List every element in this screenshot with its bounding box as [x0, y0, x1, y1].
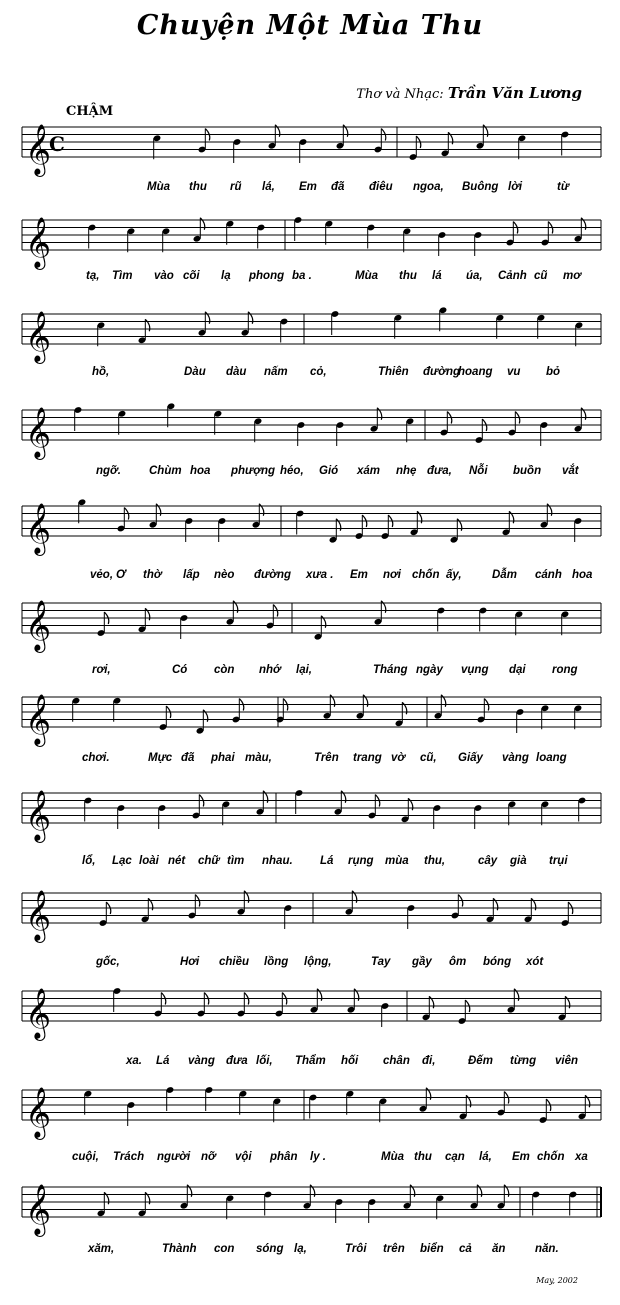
- lyric-syllable: hoang: [458, 366, 493, 378]
- treble-clef-icon: 𝄞: [25, 311, 52, 362]
- lyric-syllable: Mùa: [355, 270, 378, 282]
- song-title: Chuyện Một Mùa Thu: [136, 10, 484, 41]
- lyric-syllable: xa.: [126, 1055, 142, 1067]
- lyric-syllable: năn.: [535, 1243, 559, 1255]
- lyric-syllable: Tìm: [112, 270, 133, 282]
- treble-clef-icon: 𝄞: [25, 890, 52, 941]
- treble-clef-icon: 𝄞: [25, 503, 52, 554]
- lyric-syllable: đường: [423, 366, 461, 378]
- lyric-syllable: Cảnh: [498, 270, 527, 282]
- lyric-syllable: Mùa: [147, 181, 170, 193]
- lyric-syllable: thu: [414, 1151, 432, 1163]
- lyric-syllable: lấp: [183, 569, 200, 581]
- lyric-syllable: loang: [536, 752, 567, 764]
- lyric-syllable: hối: [341, 1055, 359, 1067]
- lyric-syllable: tìm: [227, 855, 245, 867]
- lyric-syllable: Nỗi: [469, 465, 488, 477]
- lyric-syllable: Thiên: [378, 366, 409, 378]
- lyric-syllable: cây: [478, 855, 498, 867]
- lyric-syllable: phai: [211, 752, 235, 764]
- tempo-marking: CHẬM: [66, 104, 114, 119]
- lyric-syllable: trên: [383, 1243, 405, 1255]
- treble-clef-icon: 𝄞: [25, 988, 52, 1039]
- lyric-syllable: con: [214, 1243, 235, 1255]
- treble-clef-icon: 𝄞: [25, 1184, 52, 1235]
- lyric-syllable: vẻo,: [90, 569, 114, 581]
- lyric-syllable: buồn: [513, 465, 542, 477]
- lyric-syllable: ba .: [292, 270, 312, 282]
- lyric-syllable: ngoa,: [413, 181, 444, 193]
- lyric-syllable: Em: [350, 569, 368, 581]
- lyric-syllable: nèo: [214, 569, 235, 581]
- lyric-syllable: Thẩm: [295, 1055, 326, 1067]
- lyric-syllable: mơ: [563, 270, 581, 282]
- lyric-syllable: Ơ: [116, 569, 126, 581]
- lyric-syllable: lạ,: [294, 1243, 307, 1255]
- lyric-syllable: cỏ,: [310, 366, 327, 378]
- treble-clef-icon: 𝄞: [25, 790, 52, 841]
- lyric-syllable: Tháng: [373, 664, 408, 676]
- lyric-syllable: đưa: [226, 1055, 248, 1067]
- lyric-syllable: từ: [557, 181, 570, 193]
- lyric-syllable: Trên: [314, 752, 339, 764]
- lyric-syllable: rong: [552, 664, 578, 676]
- lyric-syllable: phong: [249, 270, 285, 282]
- lyric-syllable: Lá: [320, 855, 334, 867]
- lyric-syllable: chân: [383, 1055, 410, 1067]
- lyric-syllable: vắt: [562, 465, 579, 477]
- treble-clef-icon: 𝄞: [25, 124, 52, 175]
- lyric-syllable: nỡ: [201, 1151, 216, 1163]
- lyric-syllable: Chùm: [149, 465, 182, 477]
- lyric-syllable: nét: [168, 855, 186, 867]
- lyric-syllable: Lạc: [112, 855, 132, 867]
- lyric-syllable: từng: [510, 1055, 537, 1067]
- lyric-syllable: Thành: [162, 1243, 197, 1255]
- lyric-syllable: dại: [509, 664, 526, 676]
- lyric-syllable: cánh: [535, 569, 562, 581]
- lyric-syllable: chốn: [412, 569, 440, 581]
- lyric-syllable: màu,: [245, 752, 272, 764]
- treble-clef-icon: 𝄞: [25, 1087, 52, 1138]
- lyric-syllable: còn: [214, 664, 235, 676]
- composer-name: Trần Văn Lương: [447, 84, 582, 102]
- lyric-syllable: thu: [189, 181, 207, 193]
- lyric-syllable: Trách: [113, 1151, 145, 1163]
- lyric-syllable: lộng,: [304, 956, 332, 968]
- lyric-syllable: lá,: [262, 181, 275, 193]
- lyric-syllable: rụng: [348, 855, 374, 867]
- lyric-syllable: cõi: [183, 270, 200, 282]
- lyric-syllable: Dàu: [184, 366, 206, 378]
- lyric-syllable: nhau.: [262, 855, 293, 867]
- lyric-syllable: hoa: [190, 465, 211, 477]
- lyric-syllable: phân: [270, 1151, 298, 1163]
- lyric-syllable: bóng: [483, 956, 512, 968]
- lyric-syllable: lại,: [296, 664, 312, 676]
- lyric-syllable: rơi,: [92, 664, 111, 676]
- lyric-syllable: nơi: [383, 569, 401, 581]
- credit-label: Thơ và Nhạc:: [356, 87, 444, 102]
- lyric-syllable: cuội,: [72, 1151, 99, 1163]
- lyric-syllable: Lá: [156, 1055, 170, 1067]
- lyric-syllable: mùa: [385, 855, 409, 867]
- treble-clef-icon: 𝄞: [25, 217, 52, 268]
- lyric-syllable: Gió: [319, 465, 339, 477]
- lyric-syllable: hoa: [572, 569, 593, 581]
- lyric-syllable: Trôi: [345, 1243, 367, 1255]
- lyric-syllable: đã: [331, 181, 345, 193]
- lyric-syllable: vàng: [502, 752, 529, 764]
- lyric-syllable: hồ,: [92, 366, 110, 378]
- lyric-syllable: Hơi: [180, 956, 200, 968]
- lyric-syllable: Tay: [371, 956, 391, 968]
- lyric-syllable: vào: [154, 270, 174, 282]
- lyric-syllable: xa: [575, 1151, 588, 1163]
- lyric-syllable: viên: [555, 1055, 579, 1067]
- lyric-syllable: Em: [512, 1151, 530, 1163]
- lyric-syllable: xót: [526, 956, 544, 968]
- lyric-syllable: xưa .: [306, 569, 334, 581]
- lyric-syllable: lổ,: [82, 855, 96, 867]
- lyric-syllable: biển: [420, 1243, 444, 1255]
- lyric-syllable: chốn: [537, 1151, 565, 1163]
- lyric-syllable: gốc,: [96, 956, 120, 968]
- lyric-syllable: trang: [353, 752, 382, 764]
- lyric-syllable: cạn: [445, 1151, 465, 1163]
- lyric-syllable: thu,: [424, 855, 446, 867]
- lyric-syllable: đã: [181, 752, 195, 764]
- treble-clef-icon: 𝄞: [25, 600, 52, 651]
- lyric-syllable: Mùa: [381, 1151, 404, 1163]
- lyric-syllable: ly .: [310, 1151, 326, 1163]
- lyric-syllable: ngỡ.: [96, 465, 121, 477]
- lyric-syllable: người: [157, 1151, 191, 1163]
- lyric-syllable: loài: [139, 855, 159, 867]
- lyric-syllable: ăn: [492, 1243, 506, 1255]
- time-signature: C: [49, 132, 65, 156]
- lyric-syllable: ngày: [416, 664, 443, 676]
- lyric-syllable: lạ: [221, 270, 231, 282]
- lyric-syllable: lời: [508, 181, 523, 193]
- lyric-syllable: cũ,: [420, 752, 437, 764]
- lyric-syllable: lá,: [479, 1151, 492, 1163]
- lyric-syllable: vội: [235, 1151, 252, 1163]
- lyric-syllable: Đếm: [468, 1055, 493, 1067]
- lyric-syllable: thu: [399, 270, 417, 282]
- lyric-syllable: úa,: [466, 270, 483, 282]
- lyric-syllable: đưa,: [427, 465, 452, 477]
- lyric-syllable: vờ: [391, 752, 406, 764]
- lyric-syllable: vụng: [461, 664, 489, 676]
- lyric-syllable: già: [510, 855, 527, 867]
- lyric-syllable: nhẹ: [396, 465, 417, 477]
- lyric-syllable: điêu: [369, 181, 393, 193]
- lyric-syllable: Mực: [148, 752, 173, 764]
- lyric-syllable: tạ,: [86, 270, 100, 282]
- lyric-syllable: phượng: [231, 465, 276, 477]
- lyric-syllable: xăm,: [88, 1243, 115, 1255]
- lyric-syllable: dàu: [226, 366, 247, 378]
- lyric-syllable: đi,: [422, 1055, 436, 1067]
- lyric-syllable: Buông: [462, 181, 499, 193]
- treble-clef-icon: 𝄞: [25, 694, 52, 745]
- lyric-syllable: lồng: [264, 956, 289, 968]
- treble-clef-icon: 𝄞: [25, 407, 52, 458]
- lyric-syllable: nấm: [264, 366, 288, 378]
- lyric-syllable: lá: [432, 270, 442, 282]
- lyric-syllable: rũ: [230, 181, 242, 193]
- lyric-syllable: Có: [172, 664, 188, 676]
- lyric-syllable: chữ: [198, 855, 220, 867]
- lyric-syllable: ôm: [449, 956, 467, 968]
- lyric-syllable: nhớ: [259, 664, 281, 676]
- lyric-syllable: héo,: [280, 465, 304, 477]
- lyric-syllable: Giấy: [458, 752, 483, 764]
- lyric-syllable: bỏ: [546, 366, 561, 378]
- lyric-syllable: vu: [507, 366, 521, 378]
- lyric-syllable: cả: [459, 1243, 472, 1255]
- lyric-syllable: sóng: [256, 1243, 284, 1255]
- lyric-syllable: thờ: [143, 569, 162, 581]
- lyric-syllable: chiều: [219, 956, 250, 968]
- lyric-syllable: vàng: [188, 1055, 215, 1067]
- lyric-syllable: trụi: [549, 855, 568, 867]
- lyric-syllable: xám: [357, 465, 381, 477]
- lyric-syllable: gầy: [412, 956, 432, 968]
- lyric-syllable: chơi.: [82, 752, 110, 764]
- lyric-syllable: Em: [299, 181, 317, 193]
- lyric-syllable: cũ: [534, 270, 548, 282]
- lyric-syllable: đường: [254, 569, 292, 581]
- lyric-syllable: Dẫm: [492, 569, 517, 581]
- date-stamp: May, 2002: [536, 1276, 578, 1285]
- lyric-syllable: ấy,: [446, 569, 462, 581]
- lyric-syllable: lối,: [256, 1055, 273, 1067]
